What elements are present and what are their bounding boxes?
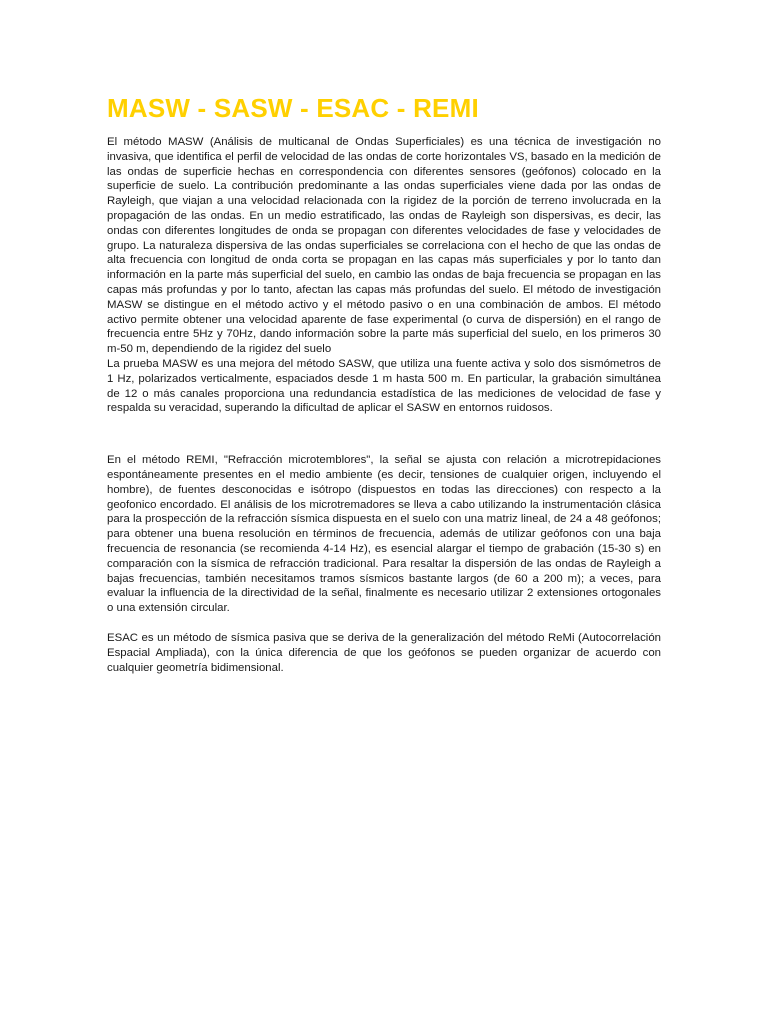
document-title: MASW - SASW - ESAC - REMI xyxy=(107,93,479,123)
paragraph-masw: El método MASW (Análisis de multicanal de Ondas Superficiales) es una técnica de investigación no invasiva, que identifica el perfil de velocidad de las ondas de corte horizontales VS, basado en la medición de las ondas de superficie hechas en correspondencia con diferentes sensores (geófonos) colocado en la superficie de suelo. La contribución predominante a las ondas superficiales viene dada por las ondas de Rayleigh, que viajan a una velocidad relacionada con la rigidez de la porción de terreno involucrada en la propagación de las ondas. En un medio estratificado, las ondas de Rayleigh son dispersivas, es decir, las ondas con diferentes longitudes de onda se propagan con diferentes velocidades de fase y velocidades de grupo. La naturaleza dispersiva de las ondas superficiales se correlaciona con el hecho de que las ondas de alta frecuencia con longitud de onda corta se propagan en las capas más superficiales y por lo tanto dan información en la parte más superficial del suelo, en cambio las ondas de baja frecuencia se propagan en las capas más profundas y por lo tanto, afectan las capas más profundas del suelo. El método de investigación MASW se distingue en el método activo y el método pasivo o en una combinación de ambos. El método activo permite obtener una velocidad aparente de fase experimental (o curva de dispersión) en el rango de frecuencia entre 5Hz y 70Hz, dando información sobre la parte más superficial del suelo, en los primeros 30 m-50 m, dependiendo de la rigidez del suelo xyxy=(107,136,661,356)
paragraph-sasw: La prueba MASW es una mejora del método SASW, que utiliza una fuente activa y solo dos sismómetros de 1 Hz, polarizados verticalmente, espaciados desde 1 m hasta 500 m. En particular, la grabación simultánea de 12 o más canales proporciona una redundancia estadística de las mediciones de velocidad de fase y respalda su veracidad, superando la dificultad de aplicar el SASW en entornos ruidosos. xyxy=(107,357,661,415)
document-page xyxy=(107,93,661,675)
paragraph-esac: ESAC es un método de sísmica pasiva que se deriva de la generalización del método ReMi (Autocorrelación Espacial Ampliada), con la única diferencia de que los geófonos se pueden organizar de acuerdo con cualquier geometría bidimensional. xyxy=(107,631,661,674)
paragraph-remi: En el método REMI, "Refracción microtemblores", la señal se ajusta con relación a microtrepidaciones espontáneamente presentes en el medio ambiente (es decir, tensiones de cualquier origen, incluyendo el hombre), de fuentes desconocidas e isótropo (dispuestos en todas las direcciones) con respecto a la geofonico encordado. El análisis de los microtremadores se lleva a cabo utilizando la instrumentación clásica para la prospección de la refracción sísmica dispuesta en el suelo con una matriz lineal, de 24 a 48 geófonos; para obtener una buena resolución en términos de frecuencia, además de utilizar geófonos con una baja frecuencia de resonancia (se recomienda 4-14 Hz), es esencial alargar el tiempo de grabación (15-30 s) en comparación con la sísmica de refracción tradicional. Para resaltar la dispersión de las ondas de Rayleigh a bajas frecuencias, también necesitamos tramos sísmicos bastante largos (de 60 a 200 m); a veces, para evaluar la influencia de la directividad de la señal, finalmente es necesario utilizar 2 extensiones ortogonales o una extensión circular. xyxy=(107,454,661,615)
